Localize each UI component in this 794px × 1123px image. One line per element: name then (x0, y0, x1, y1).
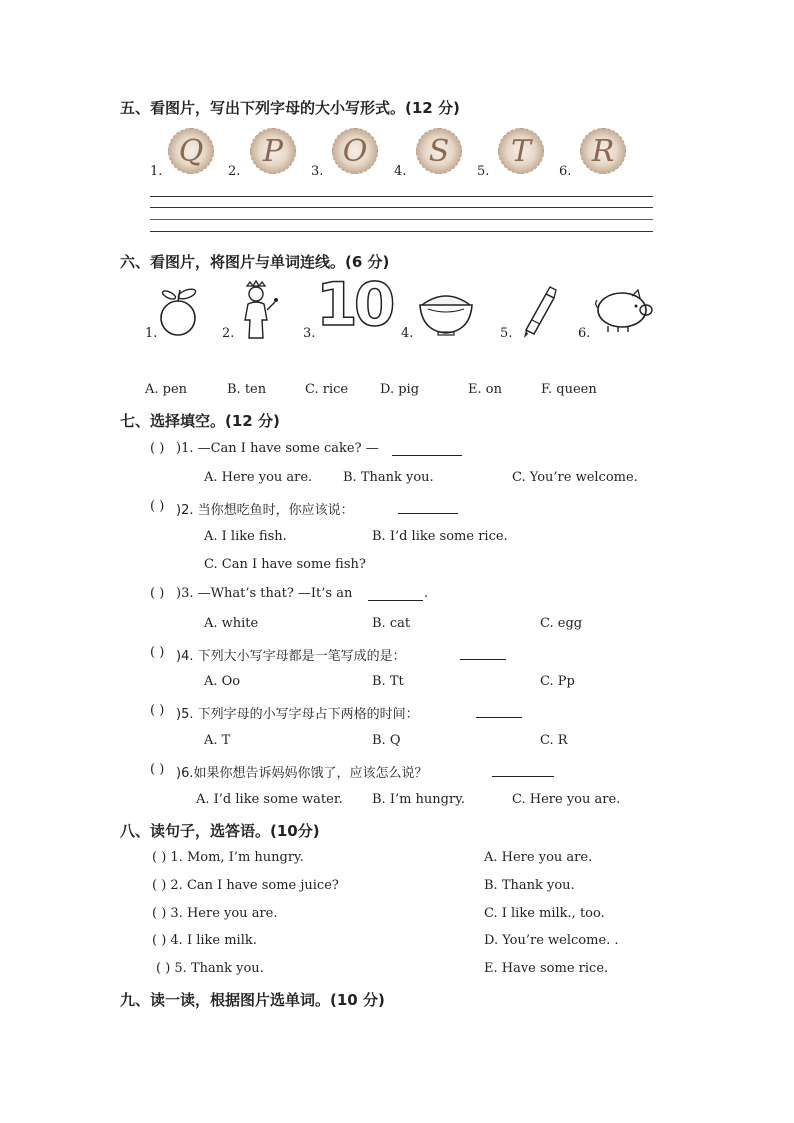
option-b: B. Tt (372, 674, 404, 689)
ten-icon: 10 (316, 270, 392, 340)
match-answer: E. Have some rice. (484, 961, 609, 976)
option-a: A. Oo (204, 674, 241, 689)
answer-blank[interactable] (460, 659, 506, 660)
option-a: A. I like fish. (204, 529, 287, 544)
picture-number: 4. (401, 326, 414, 341)
answer-blank[interactable] (476, 717, 522, 718)
option-c: C. Can I have some fish? (204, 557, 366, 572)
letter-o: O (342, 134, 368, 169)
picture-number: 5. (500, 326, 513, 341)
item-number: 3. (311, 164, 324, 179)
writing-line-red[interactable] (150, 219, 653, 220)
picture-number: 2. (222, 326, 235, 341)
word-option: D. pig (380, 382, 420, 397)
section-6-title: 六、看图片，将图片与单词连线。(6 分) (120, 253, 390, 271)
item-number: 4. (394, 164, 407, 179)
writing-line[interactable] (150, 196, 653, 197)
letter-medallion (416, 128, 462, 174)
word-option: A. pen (145, 382, 188, 397)
letter-s: S (428, 134, 450, 169)
match-answer: C. I like milk., too. (484, 906, 605, 921)
option-a: A. I’d like some water. (196, 792, 343, 807)
question-3: )3. —What’s that? —It’s an (176, 586, 353, 601)
option-a: A. T (204, 733, 231, 748)
option-c: C. R (540, 733, 568, 748)
queen-icon (233, 280, 279, 340)
pen-icon (516, 284, 560, 340)
answer-blank[interactable] (392, 455, 462, 456)
pig-icon (594, 286, 656, 334)
answer-paren[interactable]: ( ) (150, 499, 165, 514)
answer-paren[interactable]: ( ) (150, 762, 165, 777)
rice-bowl-icon (416, 285, 476, 337)
word-option: C. rice (305, 382, 349, 397)
writing-line[interactable] (150, 231, 653, 232)
apple-icon (155, 282, 201, 338)
question-2: )2. 当你想吃鱼时，你应该说： (176, 503, 354, 518)
option-c: C. You’re welcome. (512, 470, 638, 485)
option-c: C. Pp (540, 674, 575, 689)
item-number: 1. (150, 164, 163, 179)
letter-r: R (591, 134, 615, 169)
match-question[interactable]: ( ) 1. Mom, I’m hungry. (152, 850, 304, 865)
answer-blank[interactable] (368, 600, 423, 601)
option-b: B. I’m hungry. (372, 792, 465, 807)
answer-paren[interactable]: ( ) (150, 645, 165, 660)
section-7-title: 七、选择填空。(12 分) (120, 412, 280, 430)
picture-number: 1. (145, 326, 158, 341)
picture-number: 6. (578, 326, 591, 341)
letter-medallion (168, 128, 214, 174)
match-answer: A. Here you are. (484, 850, 593, 865)
option-b: B. I’d like some rice. (372, 529, 508, 544)
letter-medallion (332, 128, 378, 174)
answer-blank[interactable] (398, 513, 458, 514)
option-c: C. egg (540, 616, 583, 631)
letter-t: T (510, 134, 531, 169)
picture-number: 3. (303, 326, 316, 341)
option-c: C. Here you are. (512, 792, 621, 807)
match-answer: D. You’re welcome. . (484, 933, 619, 948)
section-8-title: 八、读句子，选答语。(10分) (120, 822, 320, 840)
answer-paren[interactable]: ( ) (150, 441, 165, 456)
match-answer: B. Thank you. (484, 878, 575, 893)
question-6: )6.如果你想告诉妈妈你饿了，应该怎么说？ (176, 766, 428, 781)
letter-q: Q (178, 134, 204, 169)
question-4: )4. 下列大小写字母都是一笔写成的是： (176, 649, 406, 664)
word-option: F. queen (541, 382, 597, 397)
match-question[interactable]: ( ) 2. Can I have some juice? (152, 878, 339, 893)
answer-blank[interactable] (492, 776, 554, 777)
letter-medallion (250, 128, 296, 174)
option-b: B. Thank you. (343, 470, 434, 485)
letter-medallion (498, 128, 544, 174)
letter-p: P (262, 134, 284, 169)
word-option: E. on (468, 382, 502, 397)
item-number: 6. (559, 164, 572, 179)
section-5-title: 五、看图片，写出下列字母的大小写形式。(12 分) (120, 99, 460, 117)
item-number: 2. (228, 164, 241, 179)
option-b: B. cat (372, 616, 411, 631)
match-question[interactable]: ( ) 5. Thank you. (156, 961, 264, 976)
item-number: 5. (477, 164, 490, 179)
writing-line[interactable] (150, 207, 653, 208)
answer-paren[interactable]: ( ) (150, 703, 165, 718)
question-1: )1. —Can I have some cake? — (176, 441, 379, 456)
match-question[interactable]: ( ) 4. I like milk. (152, 933, 257, 948)
match-question[interactable]: ( ) 3. Here you are. (152, 906, 278, 921)
section-9-title: 九、读一读，根据图片选单词。(10 分) (120, 991, 385, 1009)
option-b: B. Q (372, 733, 401, 748)
option-a: A. Here you are. (204, 470, 313, 485)
question-5: )5. 下列字母的小写字母占下两格的时间： (176, 707, 419, 722)
answer-paren[interactable]: ( ) (150, 586, 165, 601)
word-option: B. ten (227, 382, 267, 397)
question-3-end: . (424, 586, 429, 601)
letter-medallion (580, 128, 626, 174)
option-a: A. white (204, 616, 259, 631)
